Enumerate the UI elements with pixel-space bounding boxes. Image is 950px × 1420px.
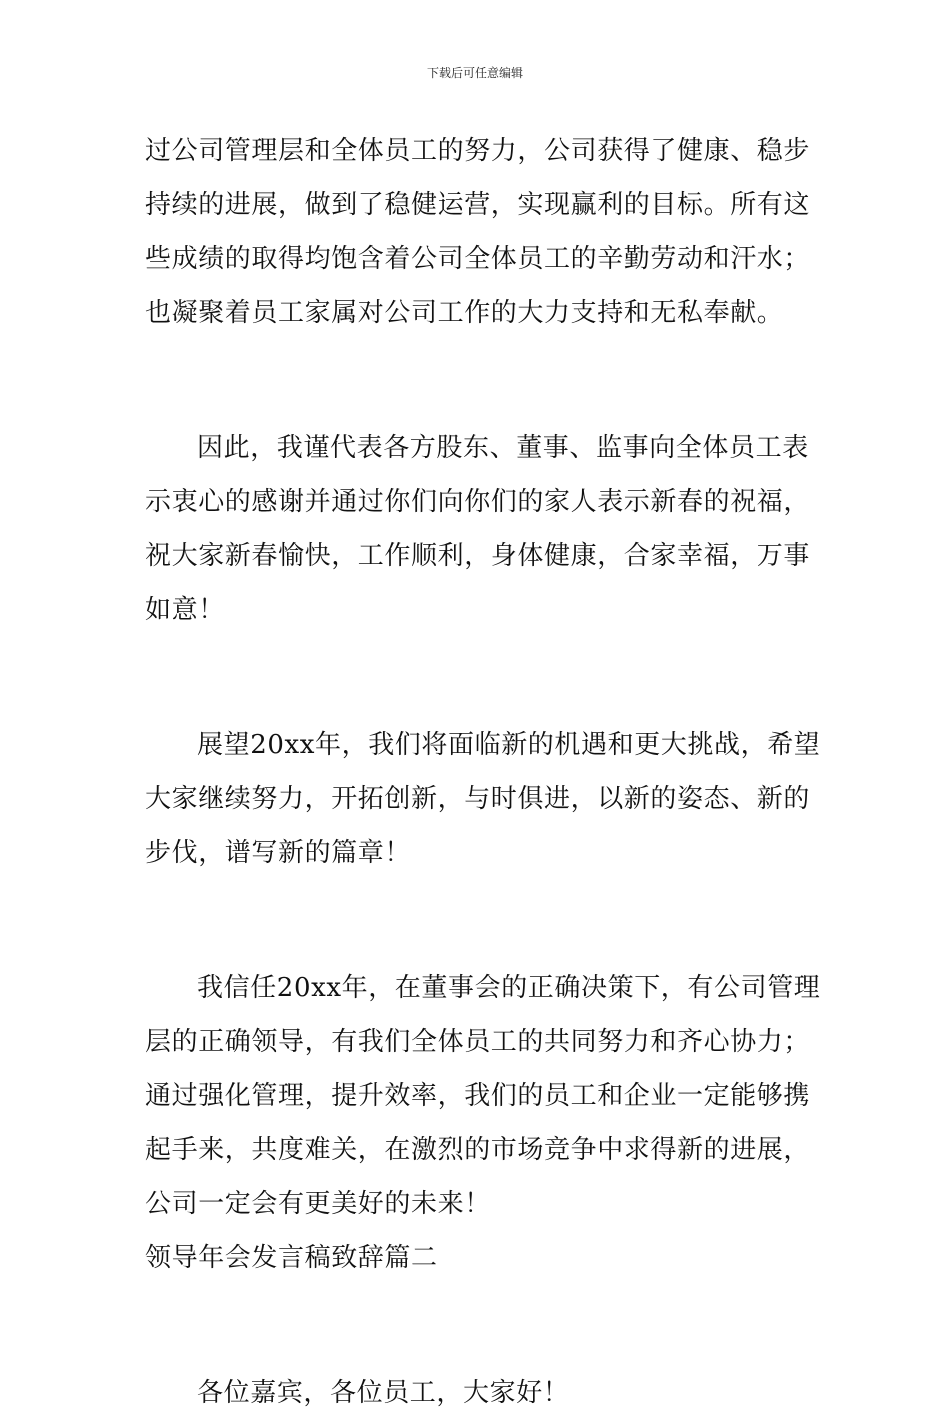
paragraph-achievements (145, 124, 811, 340)
paragraph-line: 祝大家新春愉快，工作顺利，身体健康，合家幸福，万事 (145, 541, 811, 571)
section-title: 领导年会发言稿致辞篇二 (145, 1243, 438, 1273)
paragraph-thanks (145, 421, 811, 637)
paragraph-spacer (145, 340, 805, 421)
greeting-line: 各位嘉宾，各位员工，大家好！ (197, 1378, 570, 1408)
paragraph-line: 持续的进展，做到了稳健运营，实现赢利的目标。所有这 (145, 190, 811, 220)
paragraph-line: 大家继续努力，开拓创新，与时俱进，以新的姿态、新的 (145, 784, 811, 814)
paragraph-line: 也凝聚着员工家属对公司工作的大力支持和无私奉献。 (145, 298, 784, 328)
paragraph-line: 起手来，共度难关，在激烈的市场竞争中求得新的进展， (145, 1135, 811, 1165)
paragraph-line: 示衷心的感谢并通过你们向你们的家人表示新春的祝福， (145, 487, 811, 517)
paragraph-line: 层的正确领导，有我们全体员工的共同努力和齐心协力； (145, 1027, 811, 1057)
paragraph-confidence (145, 961, 821, 1231)
paragraph-spacer (145, 880, 805, 961)
paragraph-spacer (145, 1285, 805, 1366)
paragraph-line: 通过强化管理，提升效率，我们的员工和企业一定能够携 (145, 1081, 811, 1111)
paragraph-line: 因此，我谨代表各方股东、董事、监事向全体员工表 (197, 433, 809, 463)
paragraph-line: 我信任20xx年，在董事会的正确决策下，有公司管理 (197, 973, 821, 1003)
paragraph-line: 步伐，谱写新的篇章！ (145, 838, 412, 868)
page-header-note: 下载后可任意编辑 (426, 66, 523, 80)
document-body (145, 124, 821, 1420)
paragraph-spacer (145, 637, 805, 718)
paragraph-line: 展望20xx年，我们将面临新的机遇和更大挑战，希望 (197, 730, 821, 760)
paragraph-line: 过公司管理层和全体员工的努力，公司获得了健康、稳步 (145, 136, 811, 166)
paragraph-line: 如意！ (145, 595, 225, 625)
paragraph-outlook (145, 718, 821, 880)
paragraph-line: 些成绩的取得均饱含着公司全体员工的辛勤劳动和汗水； (145, 244, 811, 274)
paragraph-line: 公司一定会有更美好的未来！ (145, 1189, 491, 1219)
